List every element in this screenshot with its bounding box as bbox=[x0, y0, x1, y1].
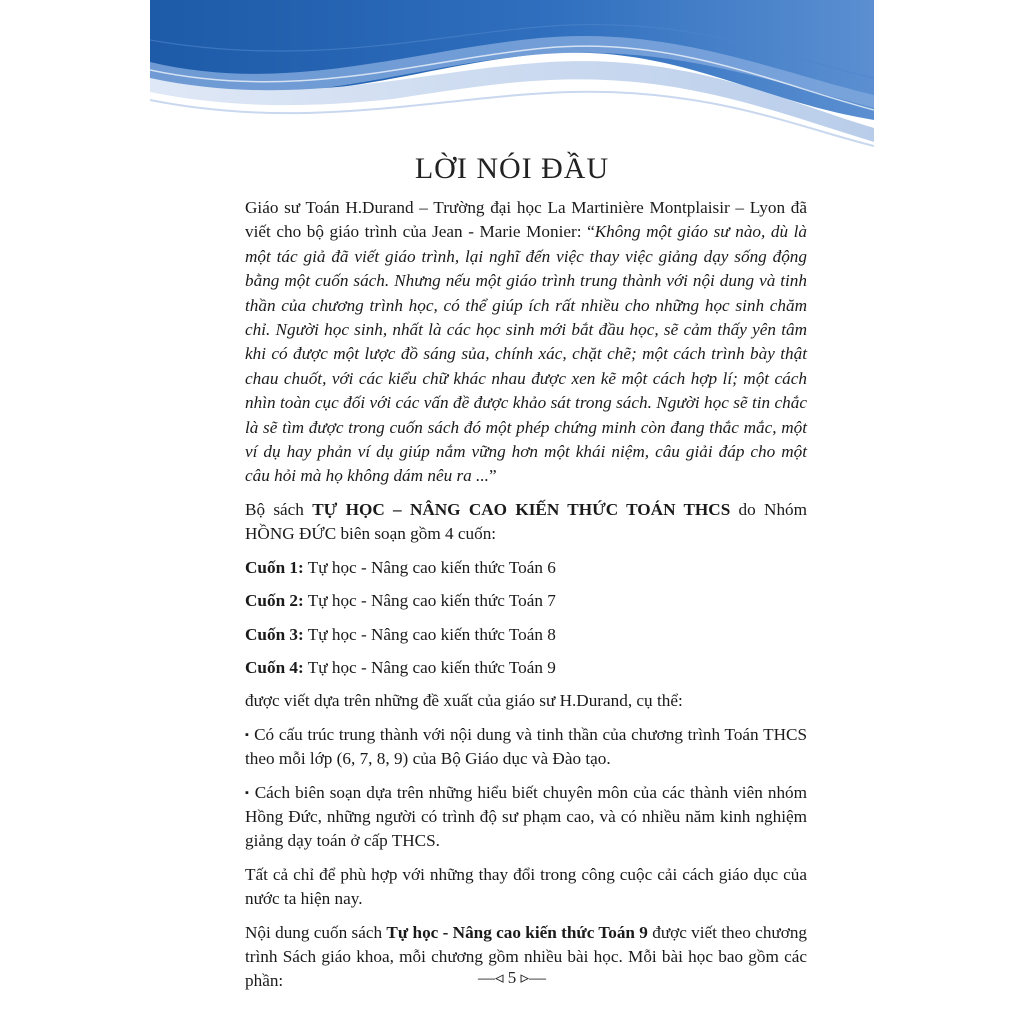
volume-title: Tự học - Nâng cao kiến thức Toán 7 bbox=[303, 591, 556, 611]
series-text-post: do Nhóm HỒNG ĐỨC biên soạn gồm 4 cuốn: bbox=[245, 499, 807, 544]
book-page bbox=[150, 0, 874, 1024]
bullet-text: Có cấu trúc trung thành với nội dung và tinh thần của chương trình Toán THCS theo mỗi lớp (6, 7, 8, 9) của Bộ Giáo dục và Đào tạo. bbox=[245, 724, 808, 769]
volume-item bbox=[245, 623, 807, 647]
volume-item bbox=[245, 589, 807, 613]
volume-label: Cuốn 1: bbox=[245, 557, 304, 577]
page-title: LỜI NÓI ĐẦU bbox=[414, 152, 610, 185]
volume-title: Tự học - Nâng cao kiến thức Toán 9 bbox=[303, 657, 556, 677]
based-on-paragraph: được viết dựa trên những đề xuất của giáo sư H.Durand, cụ thể: bbox=[245, 691, 683, 711]
volume-label: Cuốn 2: bbox=[245, 591, 304, 611]
bullet-item bbox=[245, 781, 807, 854]
page-number: ––◃ 5 ▹–– bbox=[477, 968, 547, 987]
content-book-name: Tự học - Nâng cao kiến thức Toán 9 bbox=[386, 922, 648, 942]
preface-body bbox=[245, 196, 807, 1003]
series-name: TỰ HỌC – NÂNG CAO KIẾN THỨC TOÁN THCS bbox=[312, 499, 731, 519]
bullet-text: Cách biên soạn dựa trên những hiểu biết chuyên môn của các thành viên nhóm Hồng Đức, những người có trình độ sư phạm cao, và có nhiều năm kinh nghiệm giảng dạy toán ở cấp THCS. bbox=[245, 782, 808, 851]
content-text-pre: Nội dung cuốn sách bbox=[245, 922, 387, 942]
intro-quote: Không một giáo sư nào, dù là một tác giả đã viết giáo trình, lại nghĩ đến việc thay việc giảng dạy sống động bằng một cuốn sách. Nhưng nếu một giáo trình trung thành với nội dung và tinh thần của chương trình học, có thể giúp ích rất nhiều cho những học sinh chăm chỉ. Người học sinh, nhất là các học sinh mới bắt đầu học, sẽ cảm thấy yên tâm khi có được một lược đồ sáng sủa, chính xác, chặt chẽ; một cách trình bày thật chau chuốt, với các kiểu chữ khác nhau được xen kẽ một cách hợp lí; một cách nhìn toàn cục đối với các vấn đề được khảo sát trong sách. Người học sẽ tin chắc là sẽ tìm được trong cuốn sách đó một phép chứng minh còn đang thắc mắc, một ví dụ hay phản ví dụ giúp nắm vững hơn một khái niệm, câu giải đáp cho một câu hỏi mà họ không dám nêu ra ... bbox=[245, 222, 808, 486]
purpose-paragraph: Tất cả chỉ để phù hợp với những thay đổi trong công cuộc cải cách giáo dục của nước ta hiện nay. bbox=[245, 864, 807, 909]
bullet-icon: ▪ bbox=[245, 786, 250, 799]
content-text-post: được viết theo chương trình Sách giáo khoa, mỗi chương gồm nhiều bài học. Mỗi bài học bao gồm các phần: bbox=[245, 922, 808, 991]
intro-paragraph bbox=[245, 196, 807, 489]
bullet-icon: ▪ bbox=[245, 728, 250, 741]
wave-banner-graphic bbox=[150, 0, 874, 150]
bullet-item bbox=[245, 723, 807, 772]
volume-item bbox=[245, 656, 807, 680]
volume-item bbox=[245, 556, 807, 580]
series-text-pre: Bộ sách bbox=[245, 499, 313, 519]
intro-quote-close: ” bbox=[488, 466, 497, 486]
series-paragraph bbox=[245, 498, 807, 547]
volume-title: Tự học - Nâng cao kiến thức Toán 8 bbox=[303, 624, 556, 644]
intro-text: Giáo sư Toán H.Durand – Trường đại học La Martinière Montplaisir – Lyon đã viết cho bộ giáo trình của Jean - Marie Monier: “ bbox=[245, 198, 807, 242]
volume-title: Tự học - Nâng cao kiến thức Toán 6 bbox=[303, 557, 556, 577]
volume-label: Cuốn 4: bbox=[245, 657, 304, 677]
wave-banner bbox=[150, 0, 874, 150]
volume-label: Cuốn 3: bbox=[245, 624, 304, 644]
